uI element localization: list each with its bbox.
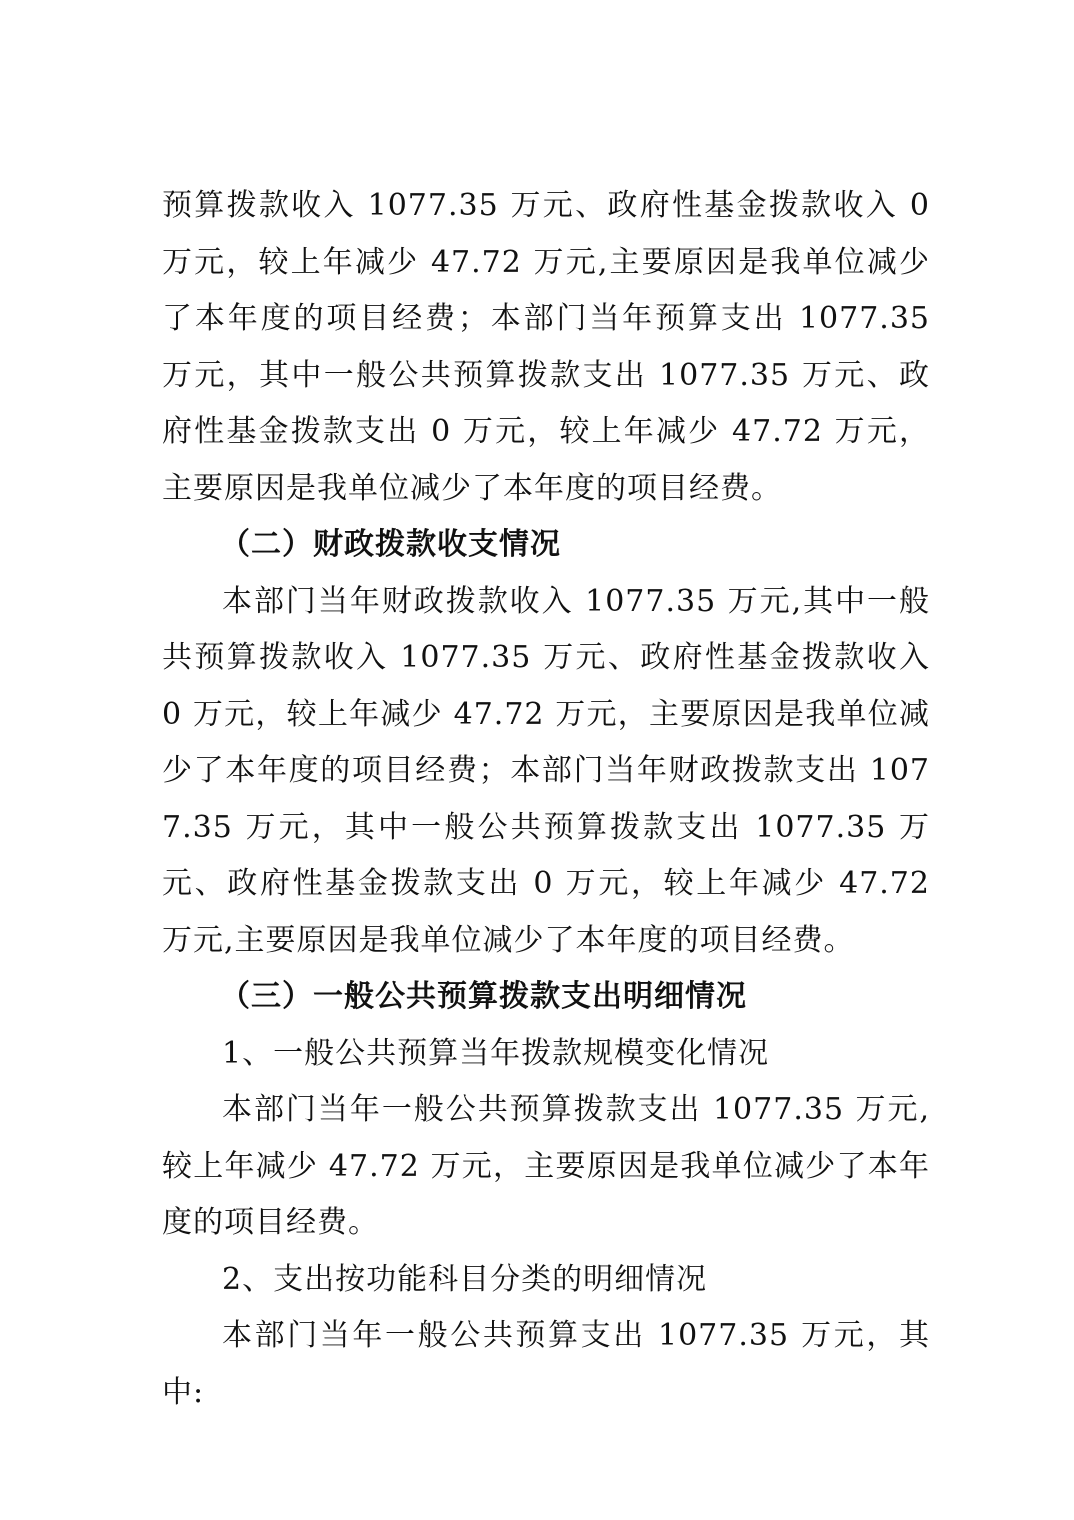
continuation-paragraph: 预算拨款收入 1077.35 万元、政府性基金拨款收入 0 万元，较上年减少 47.72 万元,主要原因是我单位减少了本年度的项目经费；本部门当年预算支出 1077.35 万元，其中一般公共预算拨款支出 1077.35 万元、政府性基金拨款支出 0 万元，较上年减少 47.72 万元，主要原因是我单位减少了本年度的项目经费。 [162, 188, 930, 506]
fiscal-income-expenditure-paragraph: 本部门当年财政拨款收入 1077.35 万元,其中一般共预算拨款收入 1077.35 万元、政府性基金拨款收入 0 万元，较上年减少 47.72 万元，主要原因是我单位减少了本年度的项目经费；本部门当年财政拨款支出 1077.35 万元，其中一般公共预算拨款支出 1077.35 万元、政府性基金拨款支出 0 万元，较上年减少 47.72 万元,主要原因是我单位减少了本年度的项目经费。 [162, 583, 930, 958]
subheading-2: 2、支出按功能科目分类的明细情况 [222, 1261, 708, 1297]
document-body [162, 178, 930, 1421]
section-heading-3: （三）一般公共预算拨款支出明细情况 [220, 979, 747, 1014]
functional-detail-paragraph: 本部门当年一般公共预算支出 1077.35 万元，其中: [162, 1318, 930, 1410]
subheading-1: 1、一般公共预算当年拨款规模变化情况 [222, 1035, 770, 1071]
scale-change-paragraph: 本部门当年一般公共预算拨款支出 1077.35 万元,较上年减少 47.72 万元，主要原因是我单位减少了本年度的项目经费。 [162, 1092, 930, 1240]
section-heading-2: （二）财政拨款收支情况 [220, 527, 561, 562]
